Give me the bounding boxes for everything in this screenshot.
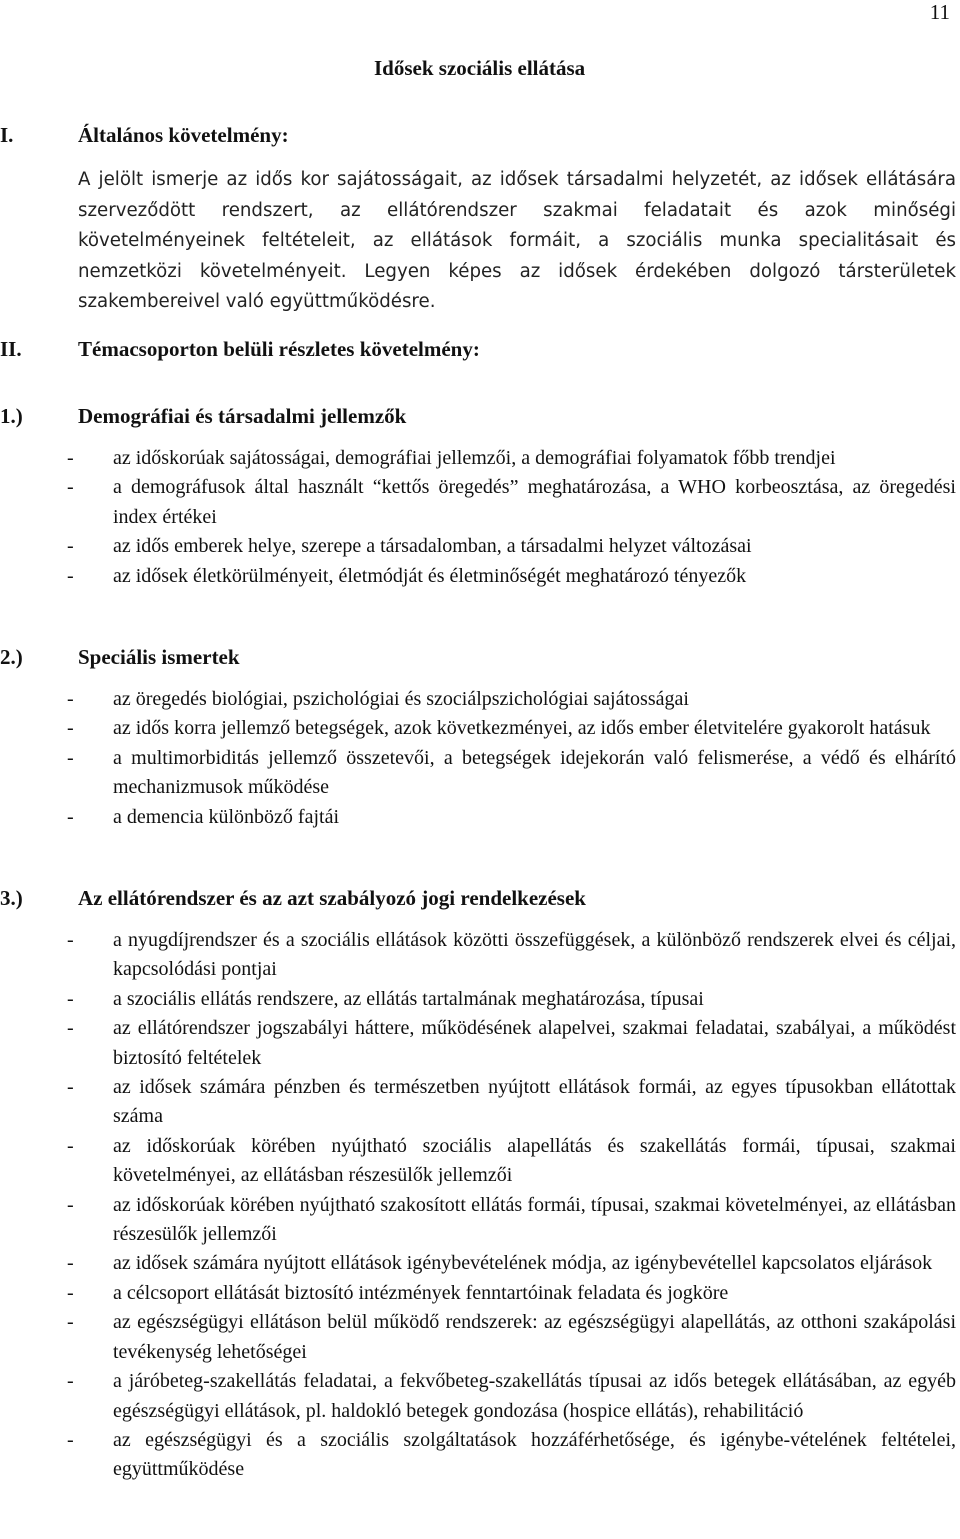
topic-2-list xyxy=(67,685,956,832)
list-item-text: az időskorúak körében nyújtható szakosított ellátás formái, típusai, szakmai követelményei, az ellátásban részesülők jellemzői xyxy=(113,1193,956,1246)
list-item-text: az egészségügyi és a szociális szolgáltatások hozzáférhetősége, és igénybe-vételének feltételei, együttműködése xyxy=(113,1428,956,1481)
list-item xyxy=(67,1191,956,1250)
list-item-text: az idősek számára pénzben és természetben nyújtott ellátások formái, az egyes típusokban ellátottak száma xyxy=(113,1076,956,1128)
page-title: Idősek szociális ellátása xyxy=(374,56,586,80)
topic-2-number: 2.) xyxy=(0,645,23,669)
bullet-dash: - xyxy=(67,1017,74,1040)
list-item xyxy=(67,685,956,714)
section-1-paragraph: A jelölt ismerje az idős kor sajátosságait, az idősek társadalmi helyzetét, az idősek ellátására szerveződött rendszert, az ellátórendszer szakmai feladatait és azok minőségi követelményeinek feltételeit, az ellátások formáit, a szociális munka specialitásait és nemzetközi követelményeit. Legyen képes az idősek érdekében dolgozó társterületek szakembereivel való együttműködésre. xyxy=(78,169,956,312)
bullet-dash: - xyxy=(67,1370,74,1393)
list-item xyxy=(67,714,956,743)
bullet-dash: - xyxy=(67,447,74,469)
list-item xyxy=(67,803,956,832)
list-item xyxy=(67,1426,956,1485)
bullet-dash: - xyxy=(67,987,74,1010)
bullet-dash: - xyxy=(67,688,74,710)
bullet-dash: - xyxy=(67,476,74,499)
topic-2-heading: Speciális ismertek xyxy=(78,645,240,669)
list-item-text: az idősek számára nyújtott ellátások igénybevételének módja, az igénybevétellel kapcsolatos eljárások xyxy=(113,1252,933,1275)
list-item xyxy=(67,985,956,1014)
topic-1-list xyxy=(67,444,956,591)
topic-1-heading: Demográfiai és társadalmi jellemzők xyxy=(78,404,407,428)
section-2-heading: Témacsoporton belüli részletes követelmény: xyxy=(78,337,480,361)
list-item xyxy=(67,1279,956,1308)
bullet-dash: - xyxy=(67,1134,74,1157)
bullet-dash: - xyxy=(67,564,74,587)
list-item-text: az öregedés biológiai, pszichológiai és szociálpszichológiai sajátosságai xyxy=(113,688,689,710)
bullet-dash: - xyxy=(67,1076,74,1099)
list-item-text: a multimorbiditás jellemző összetevői, a betegségek idejekorán való felismerése, a védő és elhárító mechanizmusok működése xyxy=(113,746,956,799)
page-number: 11 xyxy=(929,0,950,24)
list-item-text: a nyugdíjrendszer és a szociális ellátások közötti összefüggések, a különböző rendszerek elvei és céljai, kapcsolódási pontjai xyxy=(113,929,956,981)
topic-3-number: 3.) xyxy=(0,886,23,910)
list-item xyxy=(67,1132,956,1191)
list-item xyxy=(67,562,956,591)
bullet-dash: - xyxy=(67,717,74,740)
bullet-dash: - xyxy=(67,1311,74,1334)
topic-3-list xyxy=(67,926,956,1485)
section-2-numeral: II. xyxy=(0,337,22,361)
section-1-heading: Általános követelmény: xyxy=(78,123,289,147)
list-item-text: az idősek életkörülményeit, életmódját és életminőségét meghatározó tényezők xyxy=(113,564,747,587)
list-item xyxy=(67,926,956,985)
bullet-dash: - xyxy=(67,1281,74,1304)
list-item xyxy=(67,1367,956,1426)
list-item-text: a szociális ellátás rendszere, az ellátás tartalmának meghatározása, típusai xyxy=(113,987,704,1010)
list-item xyxy=(67,744,956,803)
list-item-text: az ellátórendszer jogszabályi háttere, működésének alapelvei, szakmai feladatai, szabályai, a működést biztosító feltételek xyxy=(113,1017,956,1069)
list-item xyxy=(67,1308,956,1367)
list-item-text: az idős korra jellemző betegségek, azok következményei, az idős ember életvitelére gyakorolt hatásuk xyxy=(113,717,931,740)
list-item-text: a demográfusok által használt “kettős öregedés” meghatározása, a WHO korbeosztása, az öregedési index értékei xyxy=(113,476,956,528)
list-item xyxy=(67,1073,956,1132)
list-item-text: az egészségügyi ellátáson belül működő rendszerek: az egészségügyi alapellátás, az otthoni szakápolási tevékenység lehetőségei xyxy=(113,1311,956,1363)
section-1-numeral: I. xyxy=(0,123,14,147)
bullet-dash: - xyxy=(67,746,74,769)
list-item-text: az időskorúak körében nyújtható szociális alapellátás és szakellátás formái, típusai, szakmai követelményei, az ellátásban részesülők jellemzői xyxy=(113,1134,956,1187)
bullet-dash: - xyxy=(67,1428,74,1451)
bullet-dash: - xyxy=(67,1193,74,1216)
topic-3-heading: Az ellátórendszer és az azt szabályozó jogi rendelkezések xyxy=(78,886,586,910)
bullet-dash: - xyxy=(67,1252,74,1275)
list-item xyxy=(67,473,956,532)
topic-1-number: 1.) xyxy=(0,404,23,428)
bullet-dash: - xyxy=(67,535,74,558)
list-item xyxy=(67,1249,956,1278)
list-item-text: az idős emberek helye, szerepe a társadalomban, a társadalmi helyzet változásai xyxy=(113,535,752,558)
list-item-text: a járóbeteg-szakellátás feladatai, a fekvőbeteg-szakellátás típusai az idős betegek ellátásában, az egyéb egészségügyi ellátások, pl. haldokló betegek gondozása (hospice ellátás), rehabilitáció xyxy=(113,1370,956,1422)
list-item-text: a demencia különböző fajtái xyxy=(113,805,340,828)
list-item xyxy=(67,532,956,561)
bullet-dash: - xyxy=(67,929,74,951)
list-item-text: az időskorúak sajátosságai, demográfiai jellemzői, a demográfiai folyamatok főbb trendjei xyxy=(113,447,836,469)
list-item-text: a célcsoport ellátását biztosító intézmények fenntartóinak feladata és jogköre xyxy=(113,1281,729,1304)
bullet-dash: - xyxy=(67,805,74,828)
list-item xyxy=(67,1014,956,1073)
list-item xyxy=(67,444,956,473)
